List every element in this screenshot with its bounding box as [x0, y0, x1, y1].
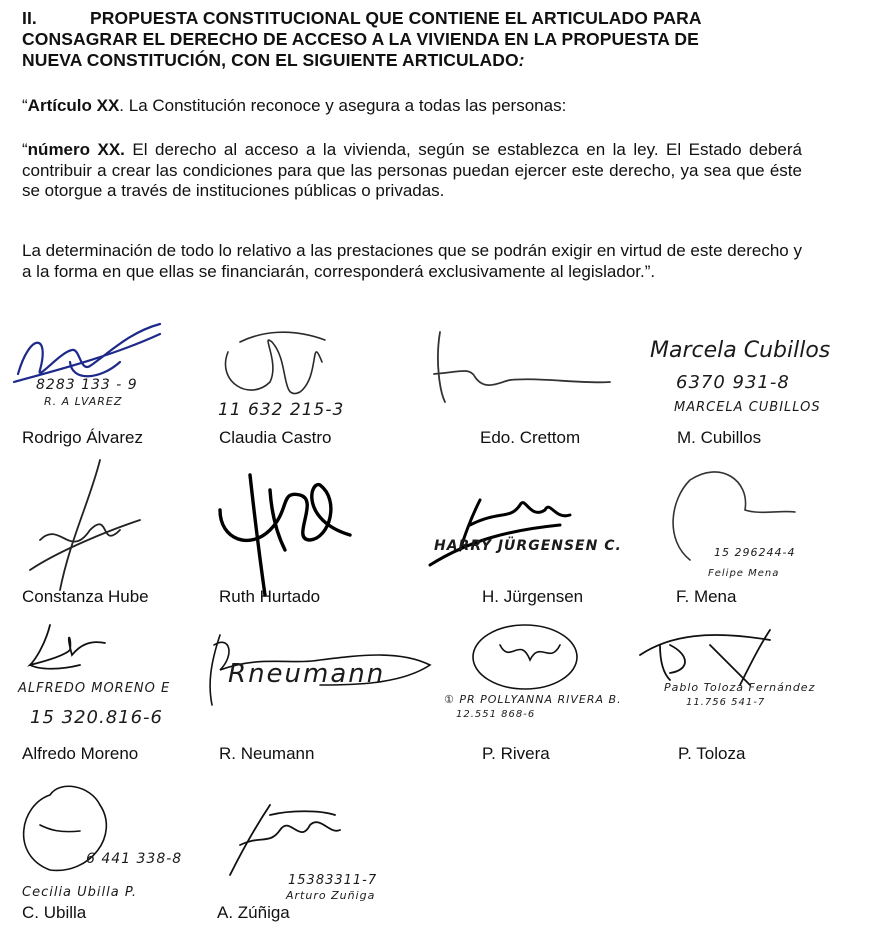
signature-block-toloza: [630, 625, 850, 763]
signature-scrawl-icon: [650, 460, 860, 580]
signature-printed-text: Felipe Mena: [708, 568, 780, 579]
signatory-name: Alfredo Moreno: [22, 744, 139, 763]
article-label: Artículo XX: [27, 96, 120, 115]
signature-block-mena: [650, 460, 870, 606]
signature-id-text: 15 320.816-6: [30, 707, 164, 728]
heading-line-2: CONSAGRAR EL DERECHO DE ACCESO A LA VIVIENDA EN LA PROPUESTA DE: [22, 29, 699, 49]
signatory-name: Edo. Crettom: [480, 428, 581, 447]
signatory-name: Ruth Hurtado: [219, 587, 321, 606]
signatory-name: P. Rivera: [482, 744, 550, 763]
signature-scrawl-icon: [10, 775, 220, 895]
signatory-name: Claudia Castro: [219, 428, 332, 447]
signature-id-text: 6 441 338-8: [86, 851, 183, 867]
signatory-name: R. Neumann: [219, 744, 315, 763]
signature-block-zuniga: [210, 795, 430, 922]
signature-block-hube: [10, 480, 230, 606]
article-text: . La Constitución reconoce y asegura a todas las personas:: [119, 96, 567, 115]
numeral-text: El derecho al acceso a la vivienda, según se establezca en la ley. El Estado deberá contribuir a crear las condiciones para que las personas puedan ejercer este derecho, ya sea que éste se otorgue a través de instituciones públicas o privadas.: [22, 140, 802, 200]
heading-colon: :: [518, 50, 525, 70]
section-heading: [22, 8, 822, 71]
signature-scrawl-icon: [470, 322, 680, 417]
signature-printed-text: ALFREDO MORENO E: [18, 681, 171, 696]
signature-id-text: 15 296244-4: [714, 546, 796, 559]
section-number: II.: [22, 8, 37, 28]
signatory-name: Rodrigo Álvarez: [22, 428, 143, 447]
article-open-quote: “: [22, 96, 28, 115]
numeral-paragraph: [22, 140, 802, 202]
signature-block-ubilla: [10, 775, 230, 922]
signature-id-text: 8283 133 - 9: [36, 377, 138, 393]
signatory-name: A. Zúñiga: [217, 903, 290, 922]
signature-block-hurtado: [210, 480, 430, 606]
signature-printed-text: HARRY JÜRGENSEN C.: [434, 538, 622, 554]
signature-name-text: Rneumann: [228, 659, 386, 689]
signature-block-alvarez: [10, 322, 230, 447]
signature-printed-text: R. A LVAREZ: [44, 395, 123, 408]
numeral-open-quote: “: [22, 140, 28, 159]
article-paragraph: [22, 96, 802, 117]
signature-block-castro: [210, 322, 430, 447]
signature-block-jurgensen: [410, 480, 630, 606]
signature-id-text: 11.756 541-7: [686, 697, 766, 708]
signature-block-cubillos: [650, 322, 870, 447]
signature-scrawl-icon: [10, 480, 220, 590]
signature-printed-text: MARCELA CUBILLOS: [674, 400, 821, 415]
signature-name-text: Marcela Cubillos: [650, 338, 831, 363]
signatory-name: Constanza Hube: [22, 587, 149, 606]
signature-printed-text: Pablo Toloza Fernández: [664, 681, 816, 694]
signature-id-text: 6370 931-8: [676, 372, 790, 393]
signature-id-text: 15383311-7: [288, 873, 378, 888]
legislator-paragraph: La determinación de todo lo relativo a las prestaciones que se podrán exigir en virtud de este derecho y a la forma en que ellas se financiarán, corresponderá exclusivamente al legislador.”.: [22, 241, 802, 281]
signatory-name: C. Ubilla: [22, 903, 87, 922]
signatory-name: P. Toloza: [678, 744, 746, 763]
heading-line-3: NUEVA CONSTITUCIÓN, CON EL SIGUIENTE ARTICULADO: [22, 50, 519, 70]
signature-id-text: 12.551 868-6: [456, 709, 536, 720]
numeral-label: número XX.: [27, 140, 125, 159]
signature-printed-text: Arturo Zuñiga: [286, 889, 376, 902]
signature-scrawl-icon: [410, 480, 640, 590]
signatory-name: M. Cubillos: [677, 428, 762, 447]
signature-scrawl-icon: [210, 480, 420, 590]
heading-line-1: PROPUESTA CONSTITUCIONAL QUE CONTIENE EL ARTICULADO PARA: [90, 8, 702, 28]
signature-block-moreno: [10, 625, 230, 763]
signatory-name: H. Jürgensen: [482, 587, 584, 606]
signatory-name: F. Mena: [676, 587, 737, 606]
signature-block-rivera: [440, 615, 660, 763]
signature-printed-text: ① PR POLLYANNA RIVERA B.: [444, 693, 622, 706]
signature-block-neumann: [200, 625, 420, 763]
signature-printed-text: Cecilia Ubilla P.: [22, 885, 138, 900]
signature-id-text: 11 632 215-3: [218, 400, 345, 420]
signature-scrawl-icon: [630, 625, 860, 735]
